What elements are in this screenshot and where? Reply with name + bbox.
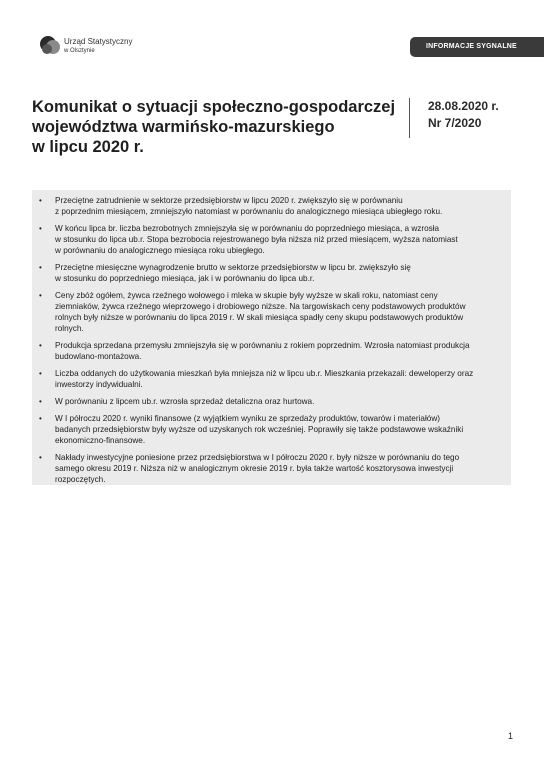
logo-line-1: Urząd Statystyczny (64, 37, 133, 46)
summary-item (32, 290, 501, 334)
summary-line: budowlano-montażowa. (55, 352, 142, 361)
bullet-icon: • (39, 224, 42, 233)
publication-meta (428, 98, 499, 132)
summary-line: W porównaniu z lipcem ub.r. wzrosła sprzedaż detaliczna oraz hurtowa. (55, 397, 315, 406)
summary-line: Liczba oddanych do użytkowania mieszkań była mniejsza niż w lipcu ub.r. Mieszkania przekazali: deweloperzy oraz (55, 369, 474, 378)
summary-line: badanych przedsiębiorstw były wyższe od uzyskanych rok wcześniej. Poprawiły się także podstawowe wskaźniki (55, 425, 464, 434)
summary-line: Przeciętne miesięczne wynagrodzenie brutto w sektorze przedsiębiorstw w lipcu br. zwiększyło się (55, 263, 411, 272)
summary-line: W I półroczu 2020 r. wyniki finansowe (z wyjątkiem wyniku ze sprzedaży produktów, towarów i materiałów) (55, 414, 440, 423)
bullet-icon: • (39, 397, 42, 406)
publication-date: 28.08.2020 r. (428, 99, 499, 113)
summary-line: Produkcja sprzedana przemysłu zmniejszyła się w porównaniu z rokiem poprzednim. Wzrosła natomiast produkcja (55, 341, 470, 350)
summary-list (32, 195, 501, 485)
summary-line: samego okresu 2019 r. Niższa niż w analogicznym okresie 2019 r. była także wartość kosztorysowa inwestycji (55, 464, 454, 473)
publication-number: Nr 7/2020 (428, 116, 482, 130)
summary-item (32, 262, 501, 284)
summary-line: w porównaniu do analogicznego miesiąca roku ubiegłego. (55, 246, 265, 255)
summary-item (32, 452, 501, 485)
office-logo (40, 36, 132, 56)
summary-line: Nakłady inwestycyjne poniesione przez przedsiębiorstwa w I półroczu 2020 r. były niższe w porównaniu do tego (55, 453, 460, 462)
bullet-icon: • (39, 291, 42, 300)
summary-line: Ceny zbóż ogółem, żywca rzeźnego wołowego i mleka w skupie były wyższe w skali roku, natomiast ceny (55, 291, 438, 300)
summary-line: rolnych były niższe w porównaniu do lipca 2019 r. W skali miesiąca spadły ceny skupu podstawowych produktów (55, 313, 464, 322)
bullet-icon: • (39, 341, 42, 350)
page-number: 1 (508, 731, 514, 741)
summary-line: w stosunku do lipca ub.r. Stopa bezrobocia rejestrowanego była niższa niż przed miesiącem, wyższa natomiast (55, 235, 458, 244)
title-line: w lipcu 2020 r. (32, 138, 144, 156)
title-divider (409, 98, 410, 138)
publication-type-tag: INFORMACJE SYGNALNE (410, 37, 544, 57)
summary-line: rozpoczętych. (55, 475, 106, 484)
summary-item (32, 413, 501, 446)
summary-line: ziemniaków, żywca rzeźnego wieprzowego i drobiowego niższe. Na targowiskach ceny podstawowych produktów (55, 302, 466, 311)
logo-line-2: w Olsztynie (64, 48, 95, 54)
page-title (32, 97, 396, 157)
bullet-icon: • (39, 414, 42, 423)
bullet-icon: • (39, 369, 42, 378)
summary-line: rolnych. (55, 324, 84, 333)
bullet-icon: • (39, 196, 42, 205)
summary-box (32, 190, 511, 485)
title-line: województwa warmińsko-mazurskiego (32, 118, 335, 136)
title-line: Komunikat o sytuacji społeczno-gospodarczej (32, 98, 396, 116)
summary-line: W końcu lipca br. liczba bezrobotnych zmniejszyła się w porównaniu do poprzedniego miesiąca, a wzrosła (55, 224, 440, 233)
summary-item (32, 340, 501, 362)
summary-item (32, 195, 501, 217)
summary-item (32, 223, 501, 256)
logo-mark-icon (40, 36, 60, 56)
summary-line: w stosunku do poprzedniego miesiąca, jak i w porównaniu do lipca ub.r. (55, 274, 315, 283)
summary-line: z poprzednim miesiącem, zmniejszyło natomiast w porównaniu do analogicznego miesiąca ubiegłego roku. (55, 207, 443, 216)
summary-line: inwestorzy indywidualni. (55, 380, 143, 389)
summary-line: Przeciętne zatrudnienie w sektorze przedsiębiorstw w lipcu 2020 r. zwiększyło się w porównaniu (55, 196, 403, 205)
summary-line: ekonomiczno-finansowe. (55, 436, 146, 445)
summary-item (32, 368, 501, 390)
logo-text (64, 38, 132, 54)
bullet-icon: • (39, 263, 42, 272)
summary-item (32, 396, 501, 407)
bullet-icon: • (39, 453, 42, 462)
